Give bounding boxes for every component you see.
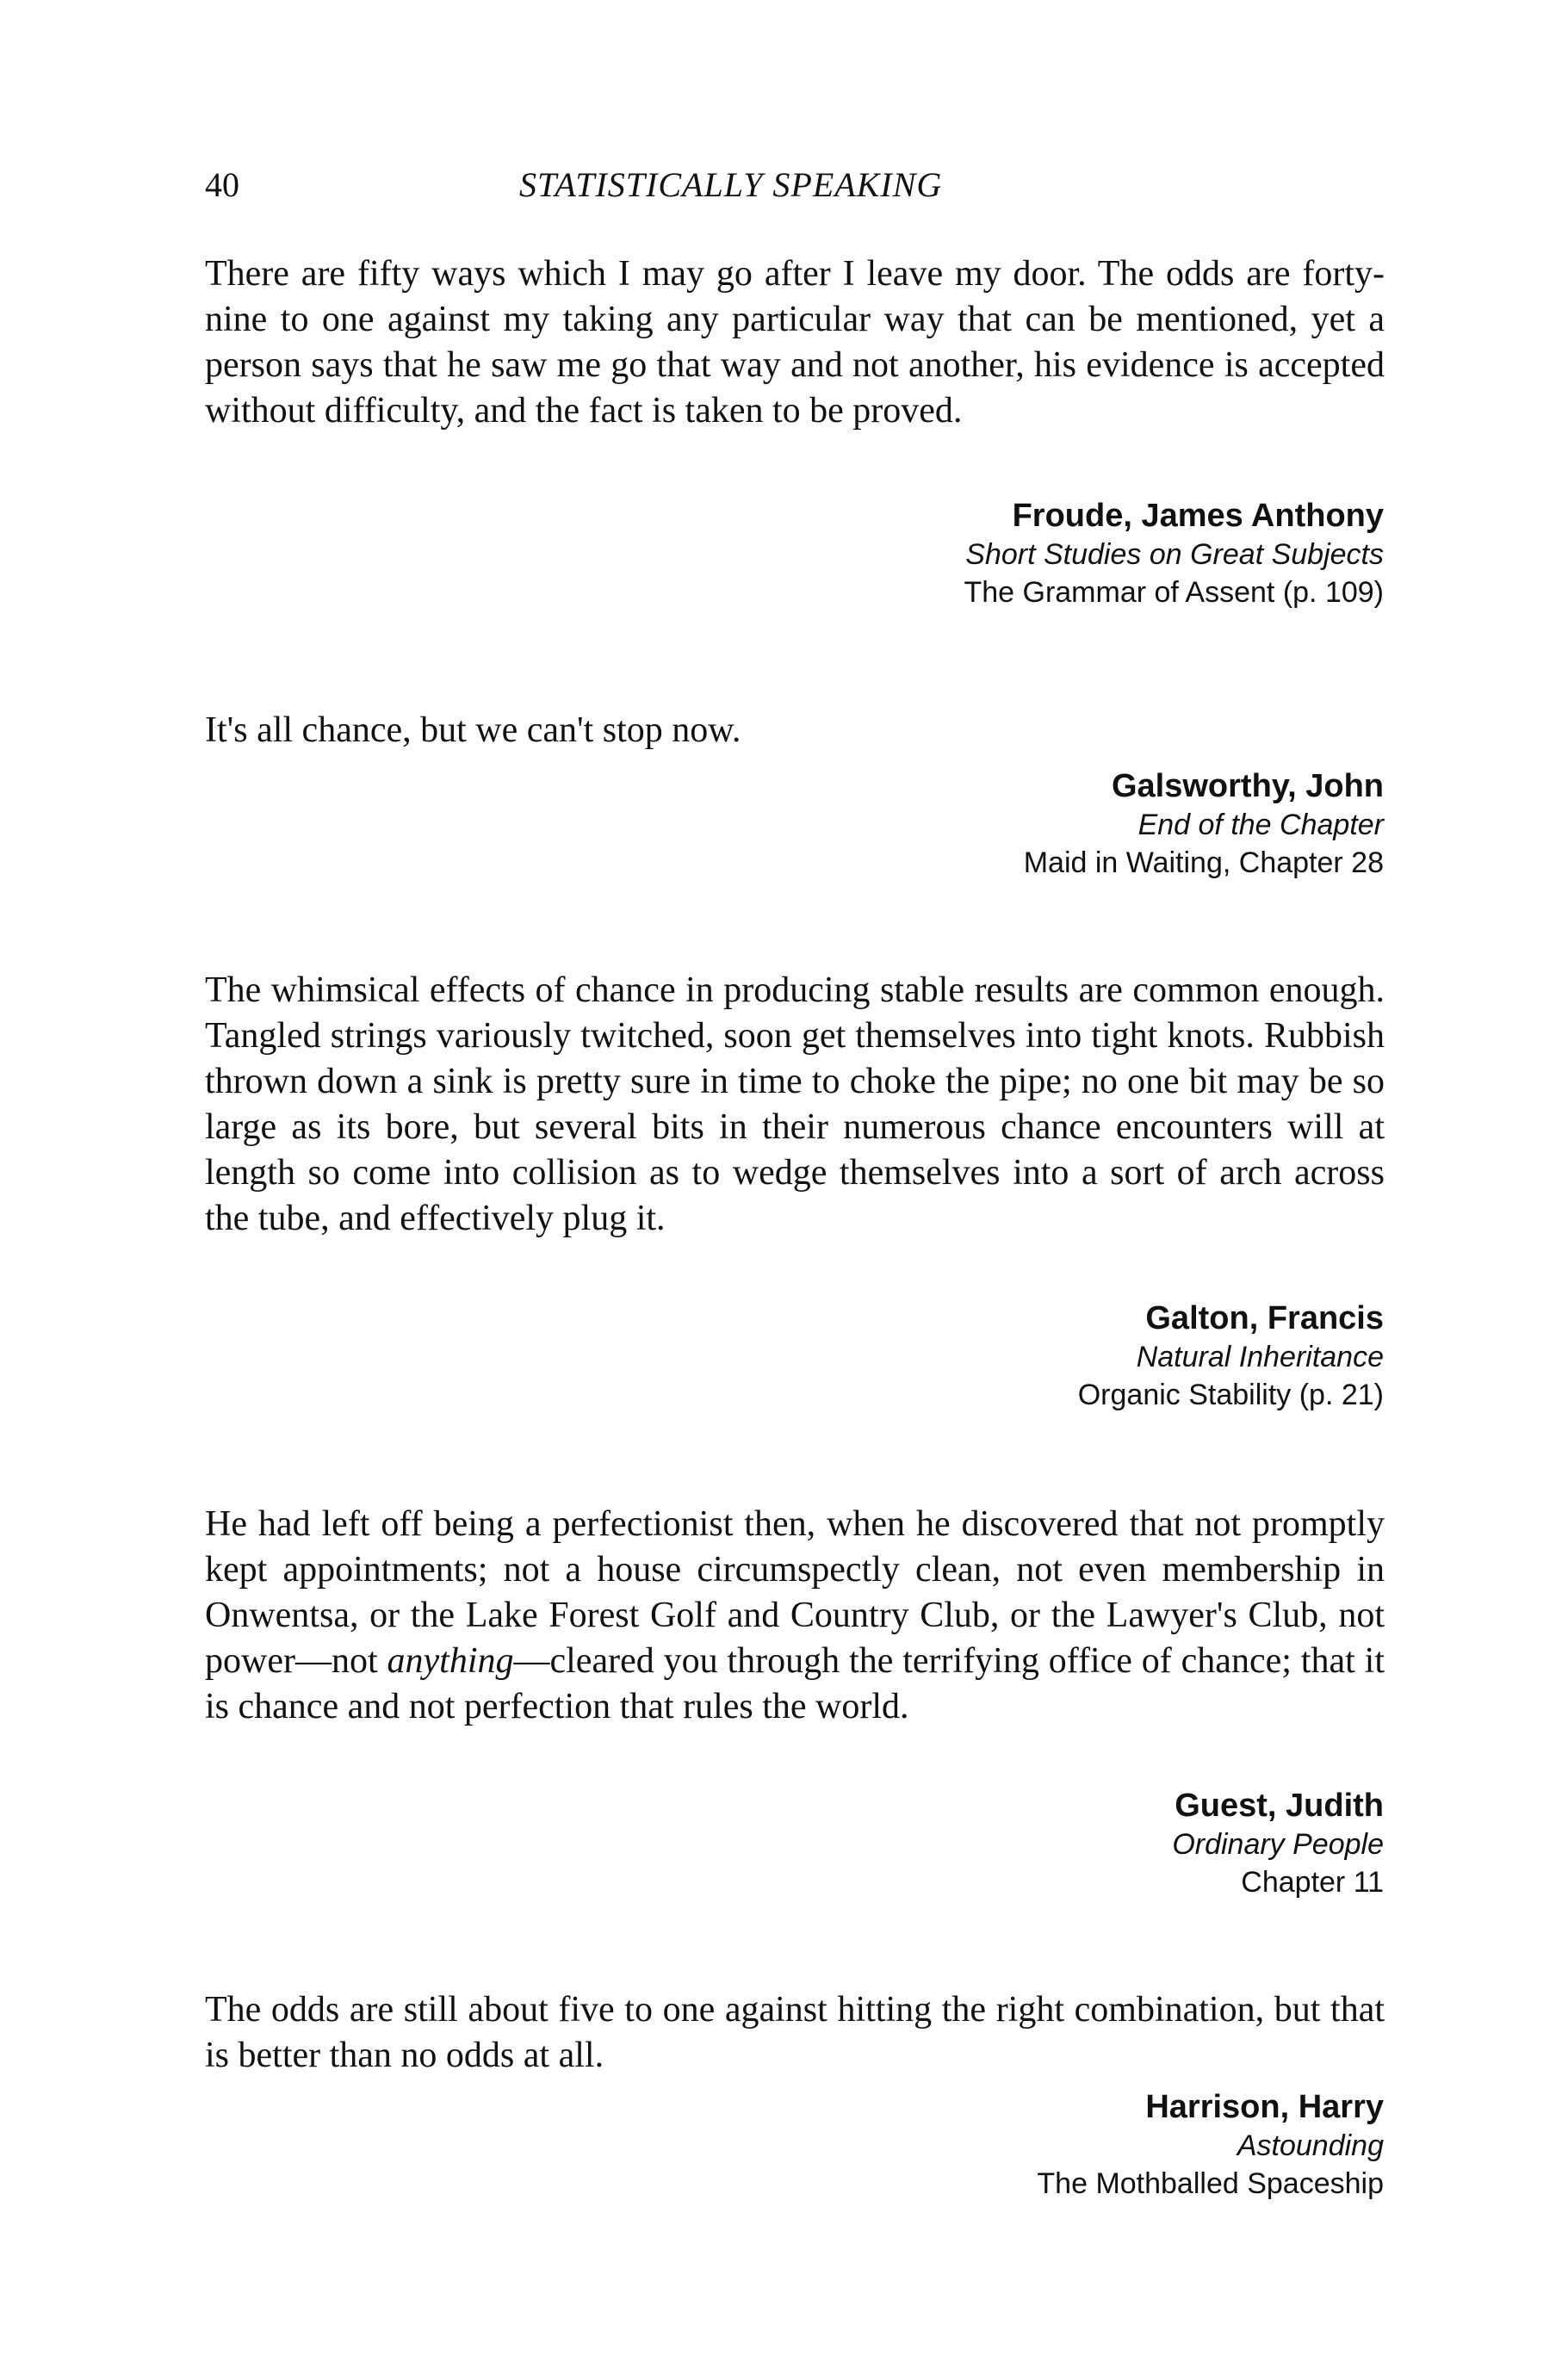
quote-attribution xyxy=(437,496,1384,611)
attribution-section: The Mothballed Spaceship xyxy=(1037,2167,1384,2200)
attribution-section: The Grammar of Assent (p. 109) xyxy=(964,576,1384,609)
attribution-work: Astounding xyxy=(1237,2129,1384,2162)
quote-attribution xyxy=(437,1298,1384,1414)
running-title: STATISTICALLY SPEAKING xyxy=(519,165,943,204)
attribution-author: Galsworthy, John xyxy=(1111,768,1384,804)
attribution-author: Harrison, Harry xyxy=(1145,2089,1384,2125)
attribution-work: Short Studies on Great Subjects xyxy=(965,538,1384,571)
quote-emphasis: anything xyxy=(387,1641,514,1681)
attribution-work: Natural Inheritance xyxy=(1136,1341,1384,1373)
attribution-section: Organic Stability (p. 21) xyxy=(1077,1379,1384,1411)
quote-text xyxy=(205,1502,1385,1730)
quote-text: It's all chance, but we can't stop now. xyxy=(205,710,741,750)
quote-attribution xyxy=(437,766,1384,882)
quote-text-part: He had left off being a perfectionist then, when he discovered that not promptly kept appointments; not a house circumspectly clean, not even membership in Onwentsa, or the Lake Forest Golf and Country Club, or the Lawyer's Club, not power—not xyxy=(205,1504,1385,1681)
attribution-work: Ordinary People xyxy=(1172,1828,1384,1861)
attribution-section: Chapter 11 xyxy=(1241,1866,1384,1899)
attribution-author: Galton, Francis xyxy=(1145,1300,1384,1336)
quote-attribution xyxy=(437,2087,1384,2203)
quote-text: The whimsical effects of chance in producing stable results are common enough. Tangled strings variously twitched, soon get themselves into tight knots. Rubbish thrown down a sink is pretty sure in time to choke the pipe; no one bit may be so large as its bore, but several bits in their numerous chance encounters will at length so come into collision as to wedge themselves into a sort of arch across the tube, and effectively plug it. xyxy=(205,970,1385,1238)
quote-text: There are fifty ways which I may go after I leave my door. The odds are forty-nine to one against my taking any particular way that can be mentioned, yet a person says that he saw me go that way and not another, his evidence is accepted without difficulty, and the fact is taken to be proved. xyxy=(205,254,1385,431)
attribution-author: Guest, Judith xyxy=(1175,1788,1384,1824)
quote-attribution xyxy=(437,1786,1384,1901)
page-number: 40 xyxy=(205,165,239,204)
attribution-section: Maid in Waiting, Chapter 28 xyxy=(1023,846,1384,879)
page-header xyxy=(205,159,1385,211)
quote-text: The odds are still about five to one against hitting the right combination, but that is better than no odds at all. xyxy=(205,1990,1385,2075)
attribution-work: End of the Chapter xyxy=(1137,809,1384,841)
quote-text-part: —cleared you through the terrifying office of chance; that it is chance and not perfection that rules the world. xyxy=(205,1641,1385,1726)
attribution-author: Froude, James Anthony xyxy=(1012,498,1384,534)
